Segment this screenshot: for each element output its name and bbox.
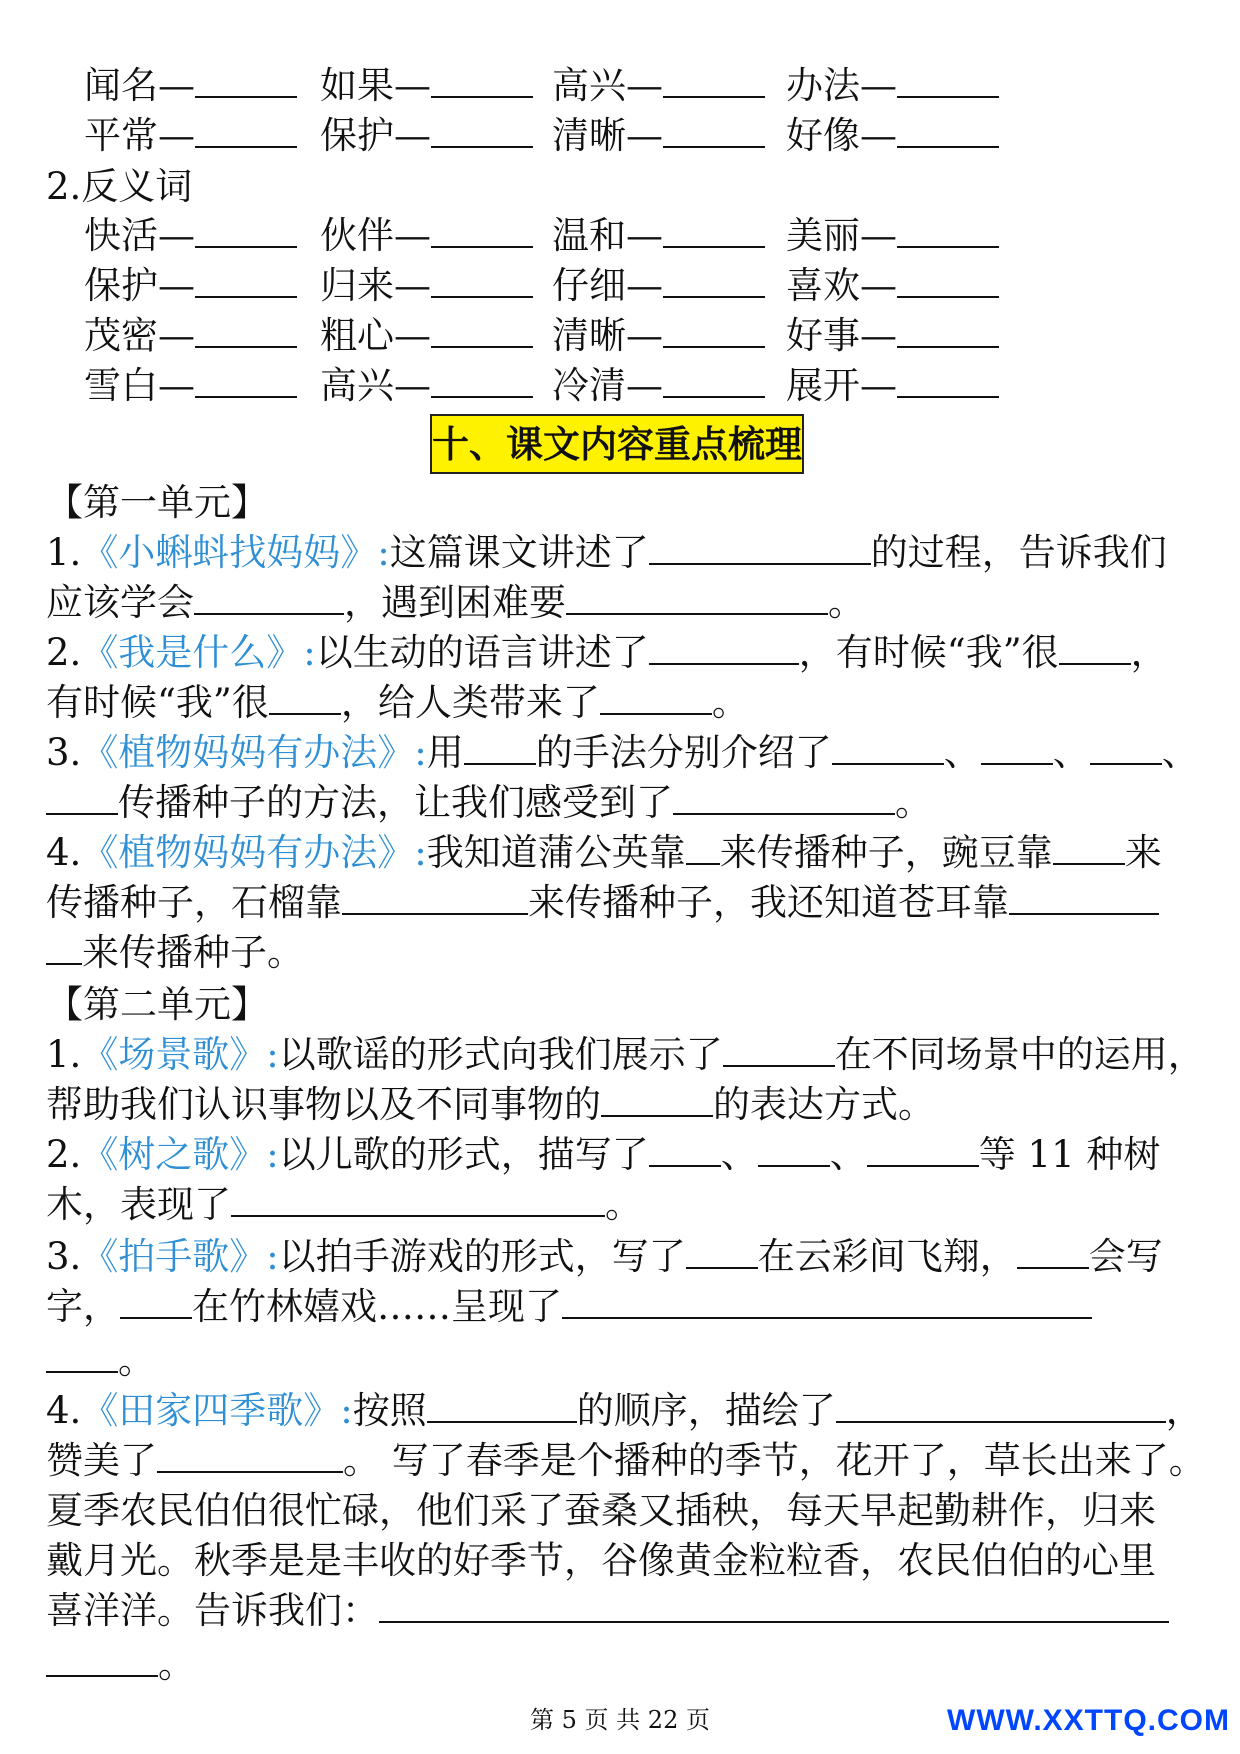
word-label: 清晰—: [552, 314, 663, 357]
answer-blank[interactable]: [897, 62, 999, 98]
question-number: 4.: [46, 1389, 82, 1432]
question-text: ，有时候“我”很: [798, 631, 1059, 674]
question-text: 来传播种子，豌豆靠: [719, 831, 1053, 874]
question-number: 3.: [46, 1235, 82, 1278]
question-text: 的表达方式。: [713, 1083, 935, 1126]
unit1-q3-line1: [46, 728, 1199, 778]
answer-blank[interactable]: [431, 212, 533, 248]
word-label: 高兴—: [320, 364, 431, 407]
answer-blank[interactable]: [832, 729, 944, 765]
unit2-q4-line5: [46, 1586, 1184, 1636]
unit2-q4-line1: [46, 1386, 1203, 1436]
answer-blank[interactable]: [379, 1587, 1169, 1623]
word-label: 冷清—: [552, 364, 663, 407]
word-label: 粗心—: [320, 314, 431, 357]
question-number: 2.: [46, 631, 82, 674]
unit2-q4-line3: 夏季农民伯伯很忙碌，他们采了蚕桑又插秧，每天早起勤耕作，归来: [46, 1489, 1156, 1532]
unit1-q2-line2: [46, 678, 1184, 728]
lesson-title: 《田家四季歌》:: [81, 1389, 353, 1432]
question-text: 帮助我们认识事物以及不同事物的: [46, 1083, 601, 1126]
answer-blank[interactable]: [46, 1641, 158, 1677]
answer-blank[interactable]: [663, 112, 765, 148]
word-label: 好像—: [786, 114, 897, 157]
question-text: 。: [828, 581, 865, 624]
question-text: 按照: [352, 1389, 427, 1432]
antonym-row-2: [84, 262, 1184, 310]
word-label: 平常—: [84, 114, 195, 157]
answer-blank[interactable]: [758, 1131, 830, 1167]
question-text: 以拍手游戏的形式，写了: [278, 1235, 686, 1278]
unit1-q4-line1: [46, 828, 1184, 878]
unit2-q2-line1: [46, 1130, 1184, 1180]
unit1-q4-line2: [46, 878, 1184, 928]
question-text: 的顺序，描绘了: [576, 1389, 836, 1432]
lesson-title: 《拍手歌》:: [81, 1235, 279, 1278]
word-label: 美丽—: [786, 214, 897, 257]
word-label: 如果—: [320, 64, 431, 107]
word-label: 闻名—: [84, 64, 195, 107]
answer-blank[interactable]: [231, 1181, 605, 1217]
question-text: 来传播种子，我还知道苍耳靠: [528, 881, 1009, 924]
lesson-title: 《场景歌》:: [81, 1033, 279, 1076]
answer-blank[interactable]: [897, 212, 999, 248]
word-label: 高兴—: [552, 64, 663, 107]
antonym-row-3: [84, 312, 1184, 360]
answer-blank[interactable]: [649, 629, 799, 665]
question-text: 喜洋洋。告诉我们：: [46, 1589, 379, 1632]
answer-blank[interactable]: [1009, 879, 1159, 915]
question-text: 以生动的语言讲述了: [315, 631, 649, 674]
answer-blank[interactable]: [663, 312, 765, 348]
answer-blank[interactable]: [195, 212, 297, 248]
answer-blank[interactable]: [663, 362, 765, 398]
answer-blank[interactable]: [431, 62, 533, 98]
question-text: 、: [1052, 731, 1090, 774]
word-label: 伙伴—: [320, 214, 431, 257]
site-watermark: WWW.XXTTQ.COM: [947, 1704, 1230, 1737]
question-text: 等 11 种树: [978, 1133, 1161, 1176]
answer-blank[interactable]: [663, 212, 765, 248]
answer-blank[interactable]: [897, 312, 999, 348]
answer-blank[interactable]: [663, 262, 765, 298]
question-text: 、: [943, 731, 981, 774]
lesson-title: 《树之歌》:: [81, 1133, 279, 1176]
lesson-title: 《植物妈妈有办法》:: [81, 831, 427, 874]
word-label: 好事—: [786, 314, 897, 357]
word-label: 归来—: [320, 264, 431, 307]
unit1-q1-line1: [46, 528, 1184, 578]
answer-blank[interactable]: [649, 529, 871, 565]
question-text: 。: [711, 681, 749, 724]
word-label: 办法—: [786, 64, 897, 107]
question-number: 4.: [46, 831, 82, 874]
synonym-row-1: [84, 62, 1184, 110]
antonym-row-4: [84, 362, 1184, 410]
unit2-q1-line2: [46, 1080, 1184, 1130]
question-text: 。: [118, 1339, 155, 1382]
question-text: ，给人类带来了: [340, 681, 600, 724]
question-text: 以歌谣的形式向我们展示了: [278, 1033, 723, 1076]
answer-blank[interactable]: [1059, 629, 1131, 665]
question-text: 赞美了: [46, 1439, 157, 1482]
answer-blank[interactable]: [195, 112, 297, 148]
question-text: 这篇课文讲述了: [389, 531, 649, 574]
word-label: 保护—: [84, 264, 195, 307]
unit2-q1-line1: [46, 1030, 1205, 1080]
unit2-q3-line3: [46, 1336, 1184, 1386]
answer-blank[interactable]: [195, 362, 297, 398]
question-text: 来: [1124, 831, 1162, 874]
answer-blank[interactable]: [427, 1387, 577, 1423]
question-text: 的过程，告诉我们: [870, 531, 1167, 574]
answer-blank[interactable]: [836, 1387, 1166, 1423]
question-text: 字，: [46, 1285, 120, 1328]
question-number: 3.: [46, 731, 82, 774]
answer-blank[interactable]: [1017, 1233, 1089, 1269]
lesson-title: 《小蝌蚪找妈妈》:: [81, 531, 390, 574]
unit2-q4-line2: [46, 1436, 1206, 1486]
answer-blank[interactable]: [867, 1131, 979, 1167]
lesson-title: 《植物妈妈有办法》:: [81, 731, 427, 774]
answer-blank[interactable]: [195, 312, 297, 348]
question-text: 木，表现了: [46, 1183, 231, 1226]
question-text: 应该学会: [46, 581, 194, 624]
answer-blank[interactable]: [981, 729, 1053, 765]
answer-blank[interactable]: [673, 779, 895, 815]
answer-blank[interactable]: [686, 829, 720, 865]
question-text: 、: [720, 1133, 758, 1176]
word-label: 喜欢—: [786, 264, 897, 307]
answer-blank[interactable]: [431, 112, 533, 148]
answer-blank[interactable]: [686, 1233, 758, 1269]
word-label: 仔细—: [552, 264, 663, 307]
unit2-heading: 【第二单元】: [46, 983, 268, 1026]
answer-blank[interactable]: [464, 729, 536, 765]
question-text: 。 写了春季是个播种的季节，花开了，草长出来了。: [343, 1439, 1206, 1482]
answer-blank[interactable]: [649, 1131, 721, 1167]
unit2-q4-line4: 戴月光。秋季是是丰收的好季节，谷像黄金粒粒香，农民伯伯的心里: [46, 1539, 1156, 1582]
question-text: 、: [1161, 731, 1199, 774]
question-text: 传播种子的方法，让我们感受到了: [118, 781, 673, 824]
answer-blank[interactable]: [46, 779, 118, 815]
unit2-q2-line2: [46, 1180, 1184, 1230]
question-number: 2.: [46, 1133, 82, 1176]
antonym-row-1: [84, 212, 1184, 260]
question-text: 用: [426, 731, 464, 774]
answer-blank[interactable]: [897, 112, 999, 148]
unit2-q3-line1: [46, 1232, 1184, 1282]
answer-blank[interactable]: [601, 1081, 713, 1117]
word-label: 温和—: [552, 214, 663, 257]
unit1-q3-line2: [46, 778, 1184, 828]
question-text: 在不同场景中的运用，: [834, 1033, 1205, 1076]
answer-blank[interactable]: [194, 579, 344, 615]
answer-blank[interactable]: [600, 679, 712, 715]
lesson-title: 《我是什么》:: [81, 631, 316, 674]
question-text: 以儿歌的形式，描写了: [278, 1133, 649, 1176]
question-text: 会写: [1088, 1235, 1163, 1278]
answer-blank[interactable]: [897, 362, 999, 398]
answer-blank[interactable]: [157, 1437, 343, 1473]
answer-blank[interactable]: [431, 362, 533, 398]
question-text: ，: [1165, 1389, 1203, 1432]
question-number: 1.: [46, 1033, 82, 1076]
question-text: 。: [605, 1183, 642, 1226]
answer-blank[interactable]: [431, 262, 533, 298]
answer-blank[interactable]: [1053, 829, 1125, 865]
question-text: 在云彩间飞翔，: [757, 1235, 1017, 1278]
answer-blank[interactable]: [120, 1283, 192, 1319]
word-label: 茂密—: [84, 314, 195, 357]
question-text: 我知道蒲公英靠: [426, 831, 686, 874]
question-text: ，: [1130, 631, 1168, 674]
unit1-q4-line3: [46, 928, 1184, 978]
answer-blank[interactable]: [566, 579, 828, 615]
question-text: 传播种子，石榴靠: [46, 881, 342, 924]
unit2-q4-line6: [46, 1640, 1184, 1690]
word-label: 清晰—: [552, 114, 663, 157]
answer-blank[interactable]: [562, 1283, 1092, 1319]
answer-blank[interactable]: [663, 62, 765, 98]
synonym-row-2: [84, 112, 1184, 160]
question-text: 的手法分别介绍了: [535, 731, 832, 774]
word-label: 雪白—: [84, 364, 195, 407]
question-text: 、: [829, 1133, 867, 1176]
antonym-heading: 2.反义词: [46, 165, 193, 208]
word-label: 快活—: [84, 214, 195, 257]
answer-blank[interactable]: [431, 312, 533, 348]
unit1-heading: 【第一单元】: [46, 481, 268, 524]
question-number: 1.: [46, 531, 82, 574]
section-title: 十、课文内容重点梳理: [430, 414, 804, 474]
question-text: 。: [158, 1643, 195, 1686]
answer-blank[interactable]: [269, 679, 341, 715]
word-label: 展开—: [786, 364, 897, 407]
answer-blank[interactable]: [897, 262, 999, 298]
answer-blank[interactable]: [342, 879, 528, 915]
unit2-q3-line2: [46, 1282, 1184, 1332]
question-text: 在竹林嬉戏……呈现了: [192, 1285, 562, 1328]
question-text: 来传播种子。: [82, 931, 304, 974]
answer-blank[interactable]: [195, 62, 297, 98]
answer-blank[interactable]: [46, 929, 82, 965]
answer-blank[interactable]: [46, 1337, 118, 1373]
page-number: 第 5 页 共 22 页: [530, 1706, 710, 1734]
answer-blank[interactable]: [723, 1031, 835, 1067]
question-text: ，遇到困难要: [344, 581, 566, 624]
word-label: 保护—: [320, 114, 431, 157]
answer-blank[interactable]: [195, 262, 297, 298]
question-text: 。: [895, 781, 932, 824]
unit1-q1-line2: [46, 578, 1184, 628]
unit1-q2-line1: [46, 628, 1184, 678]
question-text: 有时候“我”很: [46, 681, 269, 724]
answer-blank[interactable]: [1090, 729, 1162, 765]
